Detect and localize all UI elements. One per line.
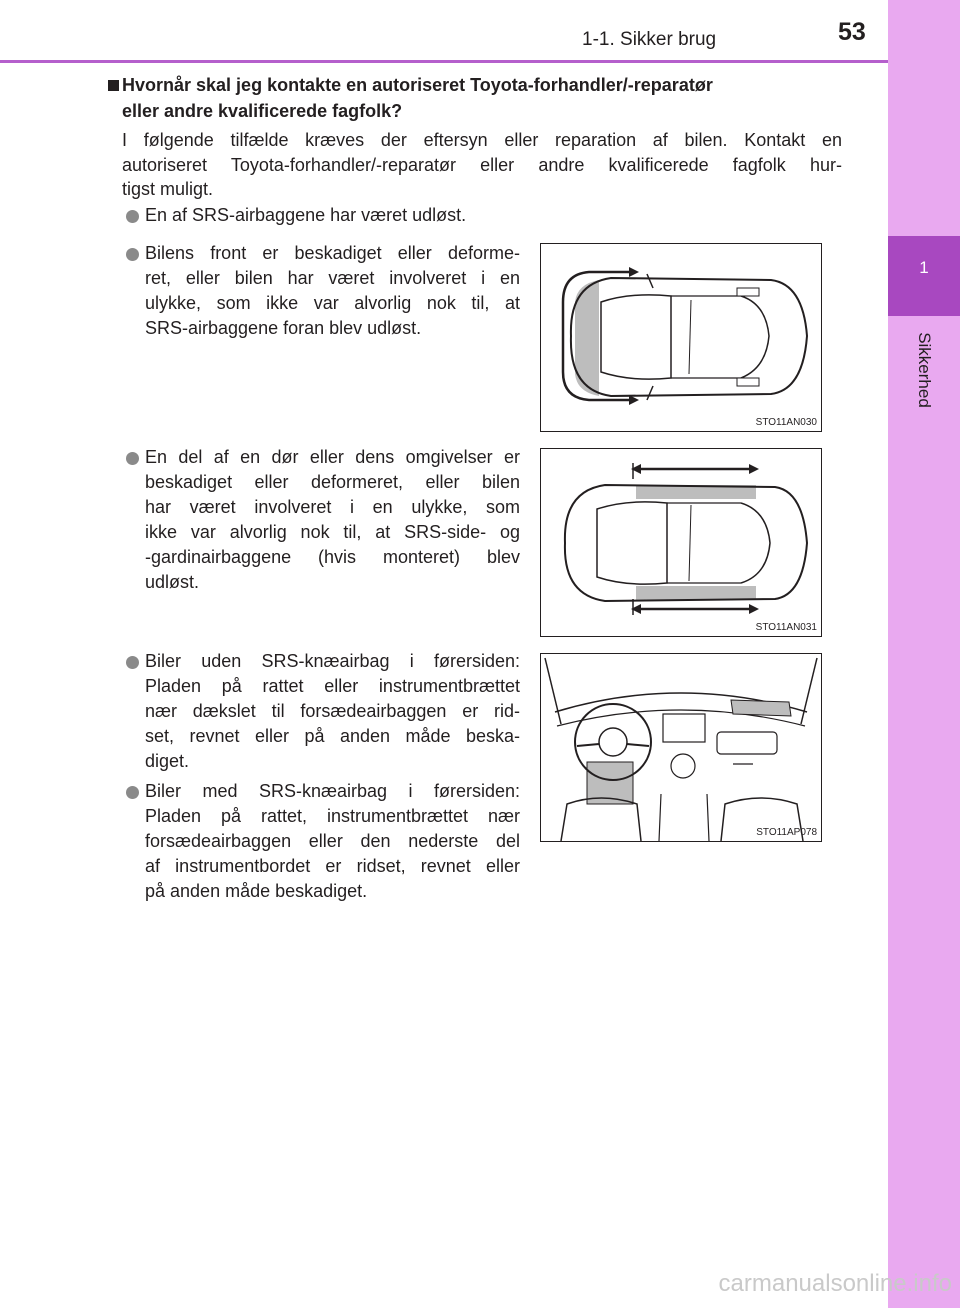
- bullet-dot-icon: [126, 656, 139, 669]
- heading-square-icon: [108, 80, 119, 91]
- bullet-line: set, revnet eller på anden måde beska-: [145, 726, 520, 746]
- watermark: carmanualsonline.info: [718, 1270, 952, 1297]
- figure-code: STO11AN031: [755, 622, 817, 633]
- intro-line: tigst muligt.: [122, 179, 214, 199]
- bullet-dot-icon: [126, 248, 139, 261]
- bullet-line: Biler med SRS-knæairbag i førersiden:: [145, 781, 520, 801]
- bullet-line: forsædeairbaggen eller den nederste del: [145, 831, 520, 851]
- car-top-view-side-impact-icon: [541, 449, 821, 636]
- bullet-line: beskadiget eller deformeret, eller bilen: [145, 472, 520, 492]
- bullet-line: Pladen på rattet eller instrumentbrættet: [145, 676, 520, 696]
- bullet-line: udløst.: [145, 572, 200, 592]
- question-line: eller andre kvalificerede fagfolk?: [122, 101, 403, 121]
- figure-code: STO11AP078: [756, 827, 817, 838]
- chapter-sidebar: [888, 0, 960, 1308]
- car-dashboard-interior-icon: [541, 654, 821, 841]
- question-line: Hvornår skal jeg kontakte en autoriseret Toyota-forhandler/-reparatør: [122, 75, 713, 95]
- bullet-line: En del af en dør eller dens omgivelser er: [145, 447, 520, 467]
- bullet-line: Pladen på rattet, instrumentbrættet nær: [145, 806, 520, 826]
- bullet-line: En af SRS-airbaggene har været udløst.: [145, 205, 467, 225]
- bullet-line: har været involveret i en ulykke, som: [145, 497, 520, 517]
- car-top-view-front-impact-icon: [541, 244, 821, 431]
- intro-line: I følgende tilfælde kræves der eftersyn eller reparation af bilen. Kontakt en: [122, 130, 842, 150]
- chapter-number: 1: [919, 258, 929, 277]
- bullet-line: -gardinairbaggene (hvis monteret) blev: [145, 547, 520, 567]
- bullet-line: Bilens front er beskadiget eller deforme-: [145, 243, 520, 263]
- figure-front-impact: [540, 243, 822, 432]
- bullet-dot-icon: [126, 210, 139, 223]
- bullet-line: Biler uden SRS-knæairbag i førersiden:: [145, 651, 520, 671]
- intro-line: autoriseret Toyota-forhandler/-reparatør eller andre kvalificerede fagfolk hur-: [122, 155, 842, 175]
- figure-side-impact: [540, 448, 822, 637]
- header-rule: [0, 60, 888, 63]
- bullet-line: ret, eller bilen har været involveret i en: [145, 268, 520, 288]
- chapter-title: Sikkerhed: [915, 332, 934, 408]
- figure-dashboard: [540, 653, 822, 842]
- bullet-dot-icon: [126, 452, 139, 465]
- bullet-line: på anden måde beskadiget.: [145, 881, 368, 901]
- bullet-line: ikke var alvorlig nok til, at SRS-side- og: [145, 522, 520, 542]
- figure-code: STO11AN030: [755, 417, 817, 428]
- bullet-line: SRS-airbaggene foran blev udløst.: [145, 318, 422, 338]
- bullet-line: af instrumentbordet er ridset, revnet eller: [145, 856, 520, 876]
- section-title: 1-1. Sikker brug: [582, 29, 717, 50]
- bullet-dot-icon: [126, 786, 139, 799]
- bullet-line: nær dækslet til forsædeairbaggen er rid-: [145, 701, 520, 721]
- bullet-line: diget.: [145, 751, 190, 771]
- page-number: 53: [838, 18, 866, 46]
- bullet-line: ulykke, som ikke var alvorlig nok til, at: [145, 293, 520, 313]
